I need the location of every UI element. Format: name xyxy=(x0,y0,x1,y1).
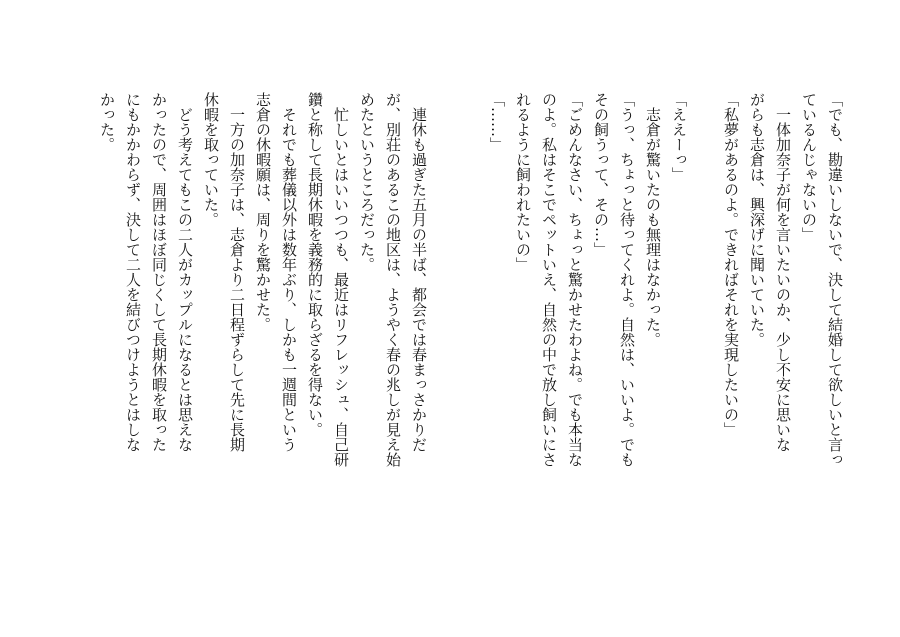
text-line: ているんじゃないの」 xyxy=(800,92,818,242)
text-line: 志倉が驚いたのも無理はなかった。 xyxy=(644,92,662,347)
text-line: 「でも、勘違いしないで、決して結婚して欲しいと言っ xyxy=(826,92,844,467)
text-line: のよ。私はそこでペットいえ、自然の中で放し飼いにさ xyxy=(540,92,558,467)
text-line: どう考えてもこの二人がカップルになるとは思えな xyxy=(176,92,194,452)
blank-line xyxy=(692,92,718,612)
text-line: 「……」 xyxy=(488,92,506,152)
text-line: 一体加奈子が何を言いたいのか、少し不安に思いな xyxy=(774,92,792,452)
text-line: れるように飼われたいの」 xyxy=(514,92,532,272)
text-line: その飼うって、その…」 xyxy=(592,92,610,257)
text-line: 鑽と称して長期休暇を義務的に取らざるを得ない。 xyxy=(306,92,324,437)
vertical-text-body xyxy=(52,92,848,612)
text-line: 「私夢があるのよ。できればそれを実現したいの」 xyxy=(722,92,740,437)
text-line: がらも志倉は、興深げに聞いていた。 xyxy=(748,92,766,347)
text-line: 志倉の休暇願は、周りを驚かせた。 xyxy=(254,92,272,332)
text-line: にもかかわらず、決して二人を結びつけようとはしな xyxy=(124,92,142,452)
text-line: 一方の加奈子は、志倉より二日程ずらして先に長期 xyxy=(228,92,246,452)
text-line: 「ええーっ」 xyxy=(670,92,688,182)
text-line: 忙しいとはいいつつも、最近はリフレッシュ、自己研 xyxy=(332,92,350,467)
text-line: それでも葬儀以外は数年ぶり、しかも一週間という xyxy=(280,92,298,452)
text-line: 休暇を取っていた。 xyxy=(202,92,220,227)
text-line: 「うっ、ちょっと待ってくれよ。自然は、いいよ。でも xyxy=(618,92,636,467)
text-line: かった。 xyxy=(98,92,116,152)
text-line: めたというところだった。 xyxy=(358,92,376,272)
text-line: 連休も過ぎた五月の半ば、都会では春まっさかりだ xyxy=(410,92,428,452)
text-line: 「ごめんなさい、ちょっと驚かせたわよね。でも本当な xyxy=(566,92,584,467)
blank-line xyxy=(458,92,484,612)
blank-line xyxy=(432,92,458,612)
text-line: かったので、周囲はほぼ同じくして長期休暇を取った xyxy=(150,92,168,452)
text-line: が、別荘のあるこの地区は、ようやく春の兆しが見え始 xyxy=(384,92,402,467)
